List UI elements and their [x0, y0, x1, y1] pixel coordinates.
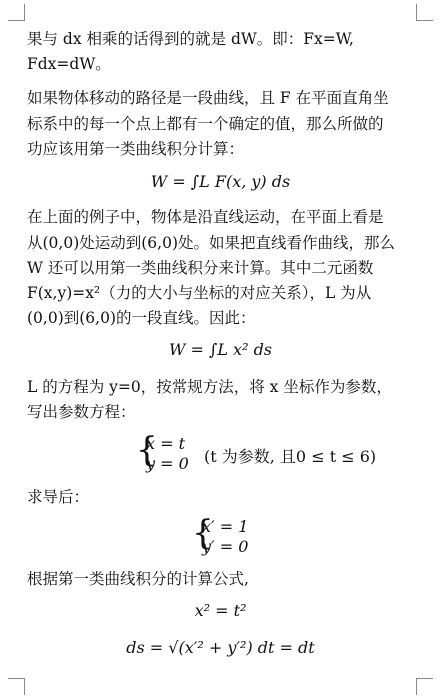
text-line-10: (0,0)到(6,0)的一段直线。因此： [27, 309, 256, 327]
text-line-11: L 的方程为 y=0，按常规方法，将 x 坐标作为参数， [27, 378, 392, 396]
param-eq-y: y = 0 [146, 454, 189, 473]
text-line-2: Fdx=dW。 [27, 55, 111, 73]
left-brace-2: { [192, 513, 214, 553]
param-range-note: (t 为参数, 且0 ≤ t ≤ 6) [204, 447, 377, 466]
text-line-13: 求导后： [27, 488, 90, 506]
equation-x-squared-integral: W = ∫L x² ds [168, 340, 273, 359]
derivative-x: x′ = 1 [202, 517, 249, 536]
crop-mark-top-left [8, 4, 25, 21]
text-line-9: F(x,y)=x²（力的大小与坐标的对应关系），L 为从 [27, 284, 372, 302]
text-line-8: W 还可以用第一类曲线积分来计算。其中二元函数 [27, 259, 374, 277]
equation-ds: ds = √(x′² + y′²) dt = dt [126, 638, 315, 657]
equation-work-integral: W = ∫L F(x, y) ds [150, 172, 291, 191]
derivative-system [192, 513, 272, 559]
left-brace: { [136, 430, 158, 470]
equation-x-squared-t-squared: x² = t² [194, 601, 247, 620]
crop-mark-bottom-left [8, 678, 25, 695]
crop-mark-bottom-right [416, 678, 433, 695]
parametric-system [136, 430, 386, 476]
text-line-12: 写出参数方程： [27, 403, 136, 421]
param-eq-x: x = t [146, 434, 186, 453]
text-line-6: 在上面的例子中，物体是沿直线运动，在平面上看是 [27, 208, 384, 226]
crop-mark-top-right [416, 4, 433, 21]
derivative-y: y′ = 0 [202, 537, 249, 556]
text-line-3: 如果物体移动的路径是一段曲线，且 F 在平面直角坐 [27, 89, 389, 107]
text-line-4: 标系中的每一个点上都有一个确定的值，那么所做的 [27, 115, 384, 133]
text-line-5: 功应该用第一类曲线积分计算： [27, 140, 245, 158]
text-line-1: 果与 dx 相乘的话得到的就是 dW。即：Fx=W, [27, 30, 354, 48]
text-line-7: 从(0,0)处运动到(6,0)处。如果把直线看作曲线，那么 [27, 234, 395, 252]
text-line-14: 根据第一类曲线积分的计算公式, [27, 570, 249, 588]
